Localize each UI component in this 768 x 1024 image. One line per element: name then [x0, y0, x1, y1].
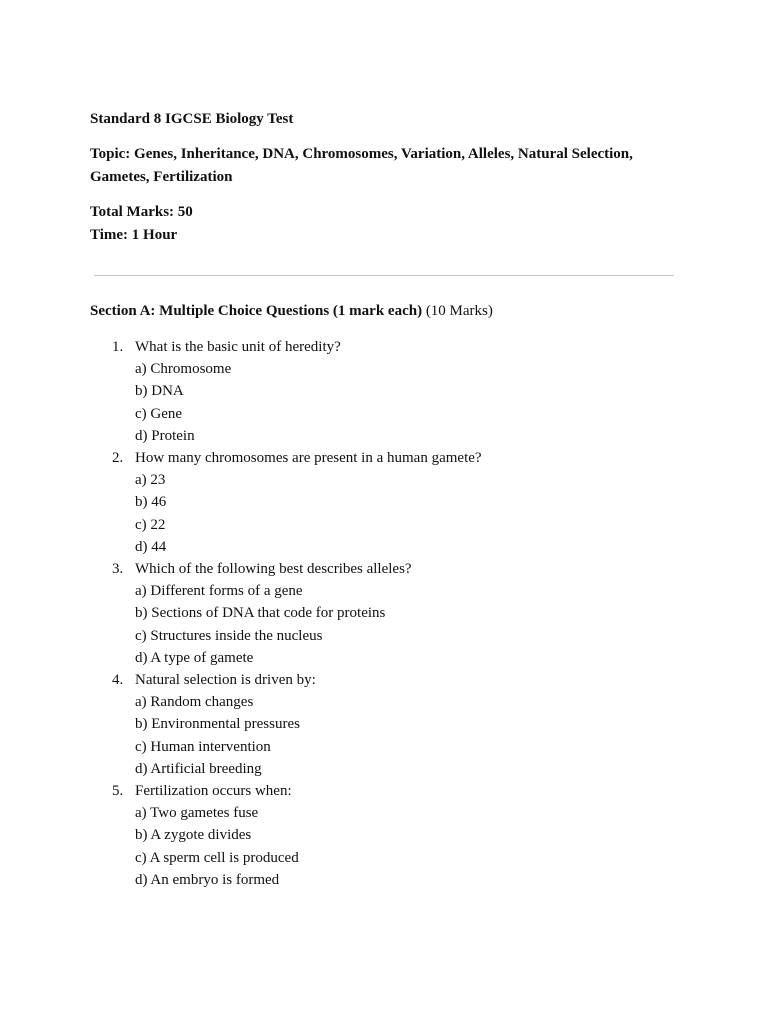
section-a-heading — [90, 300, 680, 322]
total-marks: Total Marks: 50 — [90, 204, 193, 220]
option-item: a) Random changes — [135, 694, 254, 711]
question-text: How many chromosomes are present in a human gamete? — [135, 450, 482, 467]
option-item: c) A sperm cell is produced — [135, 849, 299, 866]
question-text: Fertilization occurs when: — [135, 783, 292, 800]
question-number: 5. — [112, 783, 124, 800]
option-item: b) A zygote divides — [135, 827, 252, 844]
option-item: a) Chromosome — [135, 361, 232, 378]
horizontal-divider — [94, 275, 674, 276]
option-item: c) Structures inside the nucleus — [135, 627, 323, 644]
option-list — [135, 802, 680, 891]
document-page — [90, 108, 680, 891]
question-item — [90, 336, 680, 447]
option-item: a) 23 — [135, 472, 166, 489]
option-item: b) DNA — [135, 383, 184, 400]
option-item: b) Sections of DNA that code for proteins — [135, 605, 386, 622]
question-list — [90, 336, 680, 891]
option-item: b) Environmental pressures — [135, 716, 300, 733]
option-list — [135, 580, 680, 669]
option-item: d) 44 — [135, 538, 167, 555]
section-a-heading-marks: (10 Marks) — [422, 303, 493, 319]
option-item: d) Protein — [135, 427, 195, 444]
question-number: 1. — [112, 339, 124, 355]
question-item — [90, 669, 680, 780]
question-number: 2. — [112, 450, 124, 467]
test-title: Standard 8 IGCSE Biology Test — [90, 111, 294, 127]
question-item — [90, 558, 680, 669]
option-item: a) Different forms of a gene — [135, 583, 303, 600]
option-list — [135, 691, 680, 780]
question-number: 4. — [112, 672, 124, 689]
section-a-heading-bold: Section A: Multiple Choice Questions (1 mark each) — [90, 303, 423, 319]
option-item: c) 22 — [135, 516, 166, 533]
option-item: a) Two gametes fuse — [135, 805, 259, 822]
test-topic: Topic: Genes, Inheritance, DNA, Chromosomes, Variation, Alleles, Natural Selection, Gametes, Fertilization — [90, 146, 633, 185]
question-text: Which of the following best describes alleles? — [135, 561, 412, 578]
question-text: Natural selection is driven by: — [135, 672, 316, 689]
question-text: What is the basic unit of heredity? — [135, 339, 341, 355]
option-item: d) A type of gamete — [135, 649, 254, 666]
option-list — [135, 358, 680, 447]
option-item: d) Artificial breeding — [135, 760, 262, 777]
option-list — [135, 469, 680, 558]
option-item: b) 46 — [135, 494, 167, 511]
question-item — [90, 447, 680, 558]
test-meta — [90, 201, 680, 247]
question-item — [90, 780, 680, 891]
option-item: c) Gene — [135, 405, 183, 422]
option-item: d) An embryo is formed — [135, 871, 280, 888]
question-number: 3. — [112, 561, 124, 578]
time-limit: Time: 1 Hour — [90, 227, 178, 243]
option-item: c) Human intervention — [135, 738, 271, 755]
